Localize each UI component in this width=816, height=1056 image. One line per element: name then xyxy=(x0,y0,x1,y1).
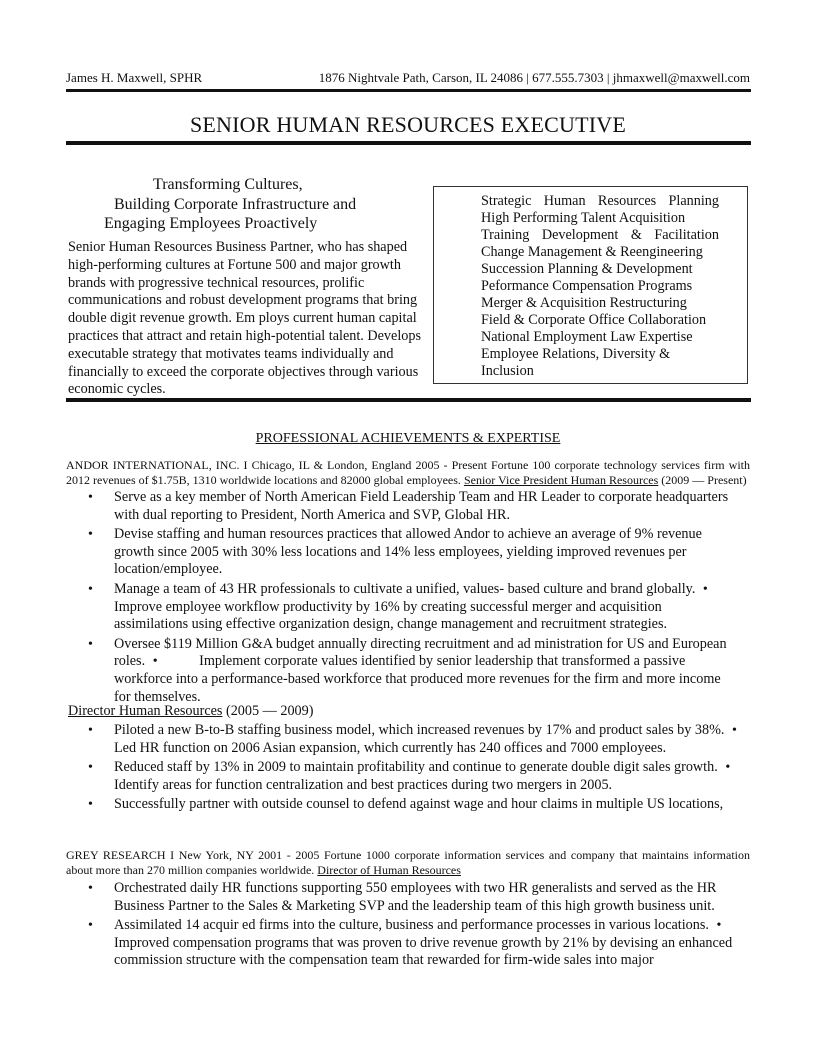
list-item-text: Identify areas for function centralization and best practices during two mergers in 2005. xyxy=(114,776,613,793)
contact-header xyxy=(66,70,750,86)
list-item xyxy=(68,722,738,757)
candidate-name: James H. Maxwell, SPHR xyxy=(66,70,203,85)
list-item xyxy=(68,917,738,970)
company-description: ANDOR INTERNATIONAL, INC. I Chicago, IL & London, England 2005 - Present Fortune 100 corporate technology services firm with 2012 revenues of $1.75B, 1310 worldwide locations and 82000 global employees. xyxy=(66,458,750,487)
bullet-dot-icon: • xyxy=(725,760,731,776)
list-item-text: Piloted a new B-to-B staffing business model, which increased revenues by 17% and product sales by 38%. xyxy=(114,722,725,738)
skill-item: National Employment Law Expertise xyxy=(481,329,693,345)
list-item: • Successfully partner with outside counsel to defend against wage and hour claims in multiple US locations, xyxy=(68,796,738,814)
sub-role-heading xyxy=(68,703,313,720)
list-item-text: Manage a team of 43 HR professionals to cultivate a unified, values- based culture and brand globally. xyxy=(114,580,696,597)
title-rule xyxy=(66,141,751,145)
company-description: GREY RESEARCH I New York, NY 2001 - 2005 Fortune 1000 corporate information services and company that maintains information about more than 270 million companies worldwide. xyxy=(66,848,750,877)
company-grey-research xyxy=(66,848,750,878)
list-item xyxy=(68,759,738,794)
skill-item: High Performing Talent Acquisition xyxy=(481,210,686,226)
list-item-text: Reduced staff by 13% in 2009 to maintain profitability and continue to generate double digit sales growth. xyxy=(114,759,718,776)
list-item-text: Implement corporate values identified by senior leadership that transformed a passive workforce into a performance-based workforce that produced more revenues for the firm and more income for themselves. xyxy=(114,653,721,705)
skills-list xyxy=(481,193,719,380)
skill-item: Succession Planning & Development xyxy=(481,261,693,277)
list-item xyxy=(68,581,738,634)
section-title xyxy=(0,431,816,447)
skill-item: Strategic Human Resources Planning xyxy=(481,193,719,209)
skill-item: Change Management & Reengineering xyxy=(481,244,703,260)
skill-item: Inclusion xyxy=(481,363,534,379)
job-title: Director of Human Resources xyxy=(317,863,461,877)
list-item: • Devise staffing and human resources practices that allowed Andor to achieve an average of 9% revenue growth since 2005 with 30% less locations and 14% less employees, yielding improved revenues per location/employee. xyxy=(68,526,738,579)
page-title: SENIOR HUMAN RESOURCES EXECUTIVE xyxy=(189,112,627,137)
andor-achievements xyxy=(68,489,738,708)
list-item xyxy=(68,636,738,706)
tagline-line-3: Engaging Employees Proactively xyxy=(104,215,318,232)
list-item: • Serve as a key member of North American Field Leadership Team and HR Leader to corporate headquarters with dual reporting to President, North America and SVP, Global HR. xyxy=(68,489,738,524)
tagline-line-1: Transforming Cultures, xyxy=(153,176,303,193)
list-item-text: Improve employee workflow productivity by 16% by creating successful merger and acquisition assimilations using effective organization design, change management and recruitment strategies. xyxy=(114,598,668,633)
tagline-line-2: Building Corporate Infrastructure and xyxy=(114,196,357,213)
skill-item: Peformance Compensation Programs xyxy=(481,278,693,294)
section-title-text: PROFESSIONAL ACHIEVEMENTS & EXPERTISE xyxy=(255,431,561,446)
list-item-text: Assimilated 14 acquir ed firms into the culture, business and performance processes in various locations. xyxy=(114,917,709,934)
contact-info: 1876 Nightvale Path, Carson, IL 24086 | 677.555.7303 | jhmaxwell@maxwell.com xyxy=(318,70,750,85)
skill-item: Merger & Acquisition Restructuring xyxy=(481,295,687,311)
list-item-text: Oversee $119 Million G&A budget annually directing recruitment and ad ministration for US and European roles. xyxy=(114,635,727,670)
list-item-text: Led HR function on 2006 Asian expansion, which currently has 240 offices and 7000 employees. xyxy=(114,739,667,756)
job-dates: (2005 — 2009) xyxy=(225,703,314,719)
list-item-text: Improved compensation programs that was proven to drive revenue growth by 21% by devising an enhanced commission structure with the compensation team that rewarded for firm-wide sales into major xyxy=(114,934,733,969)
bullet-dot-icon: • xyxy=(152,654,158,670)
job-title: Director Human Resources xyxy=(68,703,223,719)
skill-item: Field & Corporate Office Collaboration xyxy=(481,312,707,328)
bullet-dot-icon: • xyxy=(732,723,737,738)
summary-paragraph: Senior Human Resources Business Partner, who has shaped high-performing cultures at Fortune 500 and major growth brands with progressive technical resources, prolific communications and robust development programs that bring double digit revenue growth. Em ploys current human capital practices that attract and retain high-potential talent. Develops executable strategy that motivates teams individually and financially to exceed the corporate objectives through various economic cycles. xyxy=(68,239,421,398)
bullet-dot-icon: • xyxy=(716,918,722,934)
skill-item: Training Development & Facilitation xyxy=(481,227,719,243)
company-andor xyxy=(66,458,750,488)
list-item: • Orchestrated daily HR functions supporting 550 employees with two HR generalists and served as the HR Business Partner to the Sales & Marketing SVP and the leadership team of this high growth business unit. xyxy=(68,880,738,915)
skill-item: Employee Relations, Diversity & xyxy=(481,346,671,362)
summary-rule xyxy=(66,398,751,402)
bullet-dot-icon: • xyxy=(702,581,708,597)
job-dates: (2009 — Present) xyxy=(661,473,747,487)
header-rule xyxy=(66,89,751,92)
grey-achievements xyxy=(68,880,738,972)
director-achievements xyxy=(68,722,738,816)
job-title: Senior Vice President Human Resources xyxy=(463,473,659,487)
